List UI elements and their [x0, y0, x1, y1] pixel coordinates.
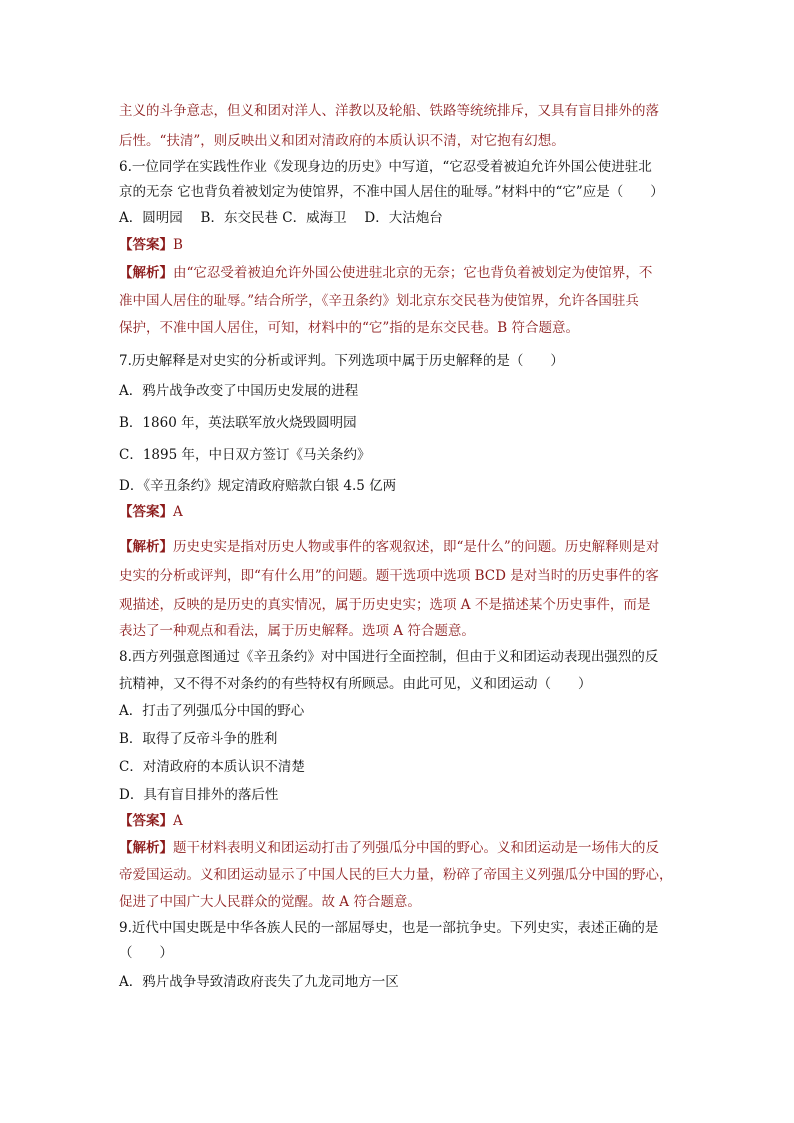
answer-label: 【答案】: [119, 237, 173, 253]
answer-line: [119, 501, 679, 523]
question-stem: 7.历史解释是对史实的分析或评判。下列选项中属于历史解释的是（ ）: [119, 353, 564, 369]
option-d: D．《辛丑条约》规定清政府赔款白银 4.5 亿两: [119, 478, 397, 494]
answer-label: 【答案】: [119, 504, 173, 520]
intro-line: 后性。“扶清”，则反映出义和团对清政府的本质认识不清，对它抱有幻想。: [119, 133, 565, 149]
question-7: [119, 347, 679, 644]
question-options: A．圆明园 B．东交民巷 C．威海卫 D．大沽炮台: [119, 210, 443, 226]
analysis-line: 准中国人居住的耻辱。”结合所学，《辛丑条约》划北京东交民巷为使馆界，允许各国驻兵: [119, 293, 639, 309]
analysis-line: [119, 259, 679, 288]
question-stem: 京的无奈 它也背负着被划定为使馆界，不准中国人居住的耻辱。”材料中的“它”应是（ ）: [119, 184, 664, 200]
question-stem: 8.西方列强意图通过《辛丑条约》对中国进行全面控制，但由于义和团运动表现出强烈的反: [119, 649, 659, 665]
question-9: [119, 915, 679, 999]
option-c: C．对清政府的本质认识不清楚: [119, 759, 305, 775]
question-stem: 9.近代中国史既是中华各族人民的一部屈辱史，也是一部抗争史。下列史实，表述正确的是: [119, 920, 659, 936]
option-a: A．鸦片战争导致清政府丧失了九龙司地方一区: [119, 974, 399, 990]
analysis-text: 题干材料表明义和团运动打击了列强瓜分中国的野心。义和团运动是一场伟大的反: [173, 840, 659, 856]
analysis-line: [119, 834, 679, 862]
document-page: [119, 96, 679, 999]
analysis-label: 【解析】: [119, 539, 173, 555]
analysis-line: 观描述，反映的是历史的真实情况，属于历史史实；选项 A 不是描述某个历史事件，而是: [119, 597, 651, 613]
analysis-label: 【解析】: [119, 265, 173, 281]
analysis-line: 促进了中国广大人民群众的觉醒。故 A 符合题意。: [119, 894, 421, 910]
option-c: C．1895 年，中日双方签订《马关条约》: [119, 447, 371, 463]
analysis-line: [119, 533, 679, 562]
analysis-text: 历史史实是指对历史人物或事件的客观叙述，即“是什么”的问题。历史解释则是对: [173, 539, 660, 555]
question-8: [119, 644, 679, 915]
answer-label: 【答案】: [119, 813, 173, 829]
question-stem: （ ）: [119, 945, 173, 961]
analysis-line: 表达了一种观点和看法，属于历史解释。选项 A 符合题意。: [119, 623, 475, 639]
question-stem: 抗精神，又不得不对条约的有些特权有所顾忌。由此可见，义和团运动（ ）: [119, 676, 592, 692]
analysis-line: 帝爱国运动。义和团运动显示了中国人民的巨大力量，粉碎了帝国主义列强瓜分中国的野心，: [119, 867, 673, 883]
analysis-label: 【解析】: [119, 840, 173, 856]
option-b: B．1860 年，英法联军放火烧毁圆明园: [119, 415, 357, 431]
intro-paragraph: [119, 96, 679, 155]
option-a: A．鸦片战争改变了中国历史发展的进程: [119, 383, 359, 399]
answer-value: A: [173, 504, 183, 520]
answer-value: A: [173, 813, 183, 829]
analysis-line: 史实的分析或评判，即“有什么用”的问题。题干选项中选项 BCD 是对当时的历史事件的客: [119, 568, 659, 584]
analysis-text: 由“它忍受着被迫允许外国公使进驻北京的无奈；它也背负着被划定为使馆界，不: [173, 265, 653, 281]
option-a: A．打击了列强瓜分中国的野心: [119, 703, 305, 719]
analysis-line: 保护，不准中国人居住，可知，材料中的“它”指的是东交民巷。B 符合题意。: [119, 320, 580, 336]
answer-line: [119, 232, 679, 259]
question-6: [119, 155, 679, 342]
answer-value: B: [173, 237, 183, 253]
option-d: D．具有盲目排外的落后性: [119, 787, 279, 803]
question-stem: 6.一位同学在实践性作业《发现身边的历史》中写道，“它忍受着被迫允许外国公使进驻北: [119, 159, 652, 175]
answer-line: [119, 809, 679, 834]
option-b: B．取得了反帝斗争的胜利: [119, 731, 278, 747]
intro-line: 主义的斗争意志，但义和团对洋人、洋教以及轮船、铁路等统统排斥，又具有盲目排外的落: [119, 103, 659, 119]
